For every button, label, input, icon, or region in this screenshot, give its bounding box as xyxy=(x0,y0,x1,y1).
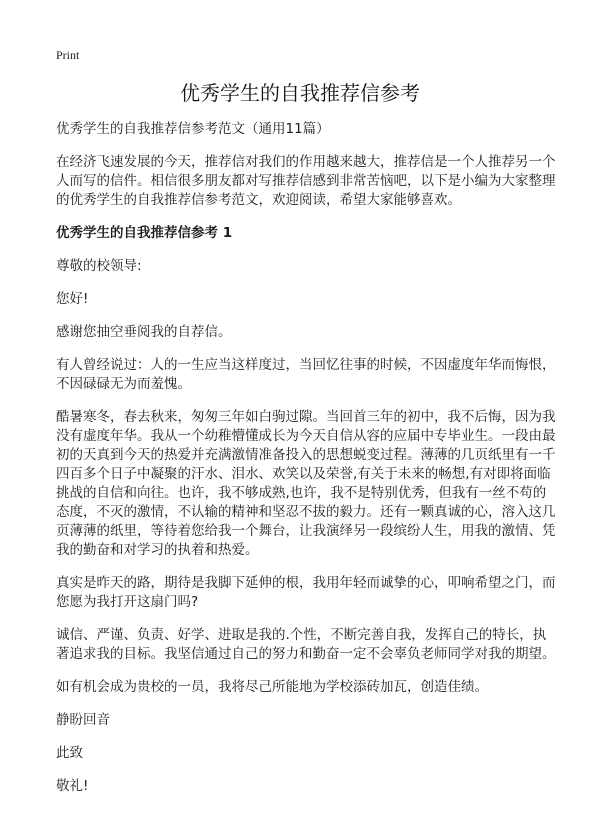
intro-paragraph: 在经济飞速发展的今天，推荐信对我们的作用越来越大，推荐信是一个人推荐另一个人而写的信件。相信很多朋友都对写推荐信感到非常苦恼吧，以下是小编为大家整理的优秀学生的自我推荐信参考范文，欢迎阅读，希望大家能够喜欢。 xyxy=(56,154,556,208)
page-title: 优秀学生的自我推荐信参考 xyxy=(180,81,420,105)
body-paragraph-5: 如有机会成为贵校的一员，我将尽己所能地为学校添砖加瓦，创造佳绩。 xyxy=(56,679,488,695)
closing-line-1: 静盼回音 xyxy=(56,712,110,728)
body-paragraph-3: 真实是昨天的路，期待是我脚下延伸的根，我用年轻而诚挚的心，叩响希望之门，而您愿为我打开这扇门吗? xyxy=(56,575,556,610)
document-body xyxy=(56,120,556,796)
closing-line-3: 敬礼! xyxy=(56,778,89,794)
body-paragraph-4: 诚信、严谨、负责、好学、进取是我的.个性，不断完善自我，发挥自己的特长，执著追求我的目标。我坚信通过自己的努力和勤奋一定不会辜负老师同学对我的期望。 xyxy=(56,627,556,662)
closing-line-2: 此致 xyxy=(56,745,83,761)
print-link[interactable]: Print xyxy=(56,48,80,62)
greeting: 尊敬的校领导: xyxy=(56,258,142,274)
body-paragraph-2: 酷暑寒冬，春去秋来，匆匆三年如白驹过隙。当回首三年的初中，我不后悔，因为我没有虚度年华。我从一个幼稚懵懂成长为今天自信从容的应届中专毕业生。一段由最初的天真到今天的热爱并充满激情准备投入的思想蜕变过程。薄薄的几页纸里有一千四百多个日子中凝聚的汗水、泪水、欢笑以及荣誉,有关于未来的畅想,有对即将面临挑战的自信和向往。也许，我不够成熟,也许，我不是特别优秀，但我有一丝不苟的态度，不灭的激情，不认输的精神和坚忍不拔的毅力。还有一颗真诚的心，溶入这几页薄薄的纸里，等待着您给我一个舞台，让我演绎另一段缤纷人生，用我的激情、凭我的勤奋和对学习的执着和热爱。 xyxy=(56,409,556,558)
subtitle: 优秀学生的自我推荐信参考范文（通用11篇） xyxy=(56,121,330,137)
body-paragraph-1: 有人曾经说过：人的一生应当这样度过，当回忆往事的时候，不因虚度年华而悔恨，不因碌碌无为而羞愧。 xyxy=(56,357,556,392)
hello-line: 您好! xyxy=(56,291,89,307)
thanks-line: 感谢您抽空垂阅我的自荐信。 xyxy=(56,324,232,340)
section-heading: 优秀学生的自我推荐信参考 1 xyxy=(56,225,233,241)
